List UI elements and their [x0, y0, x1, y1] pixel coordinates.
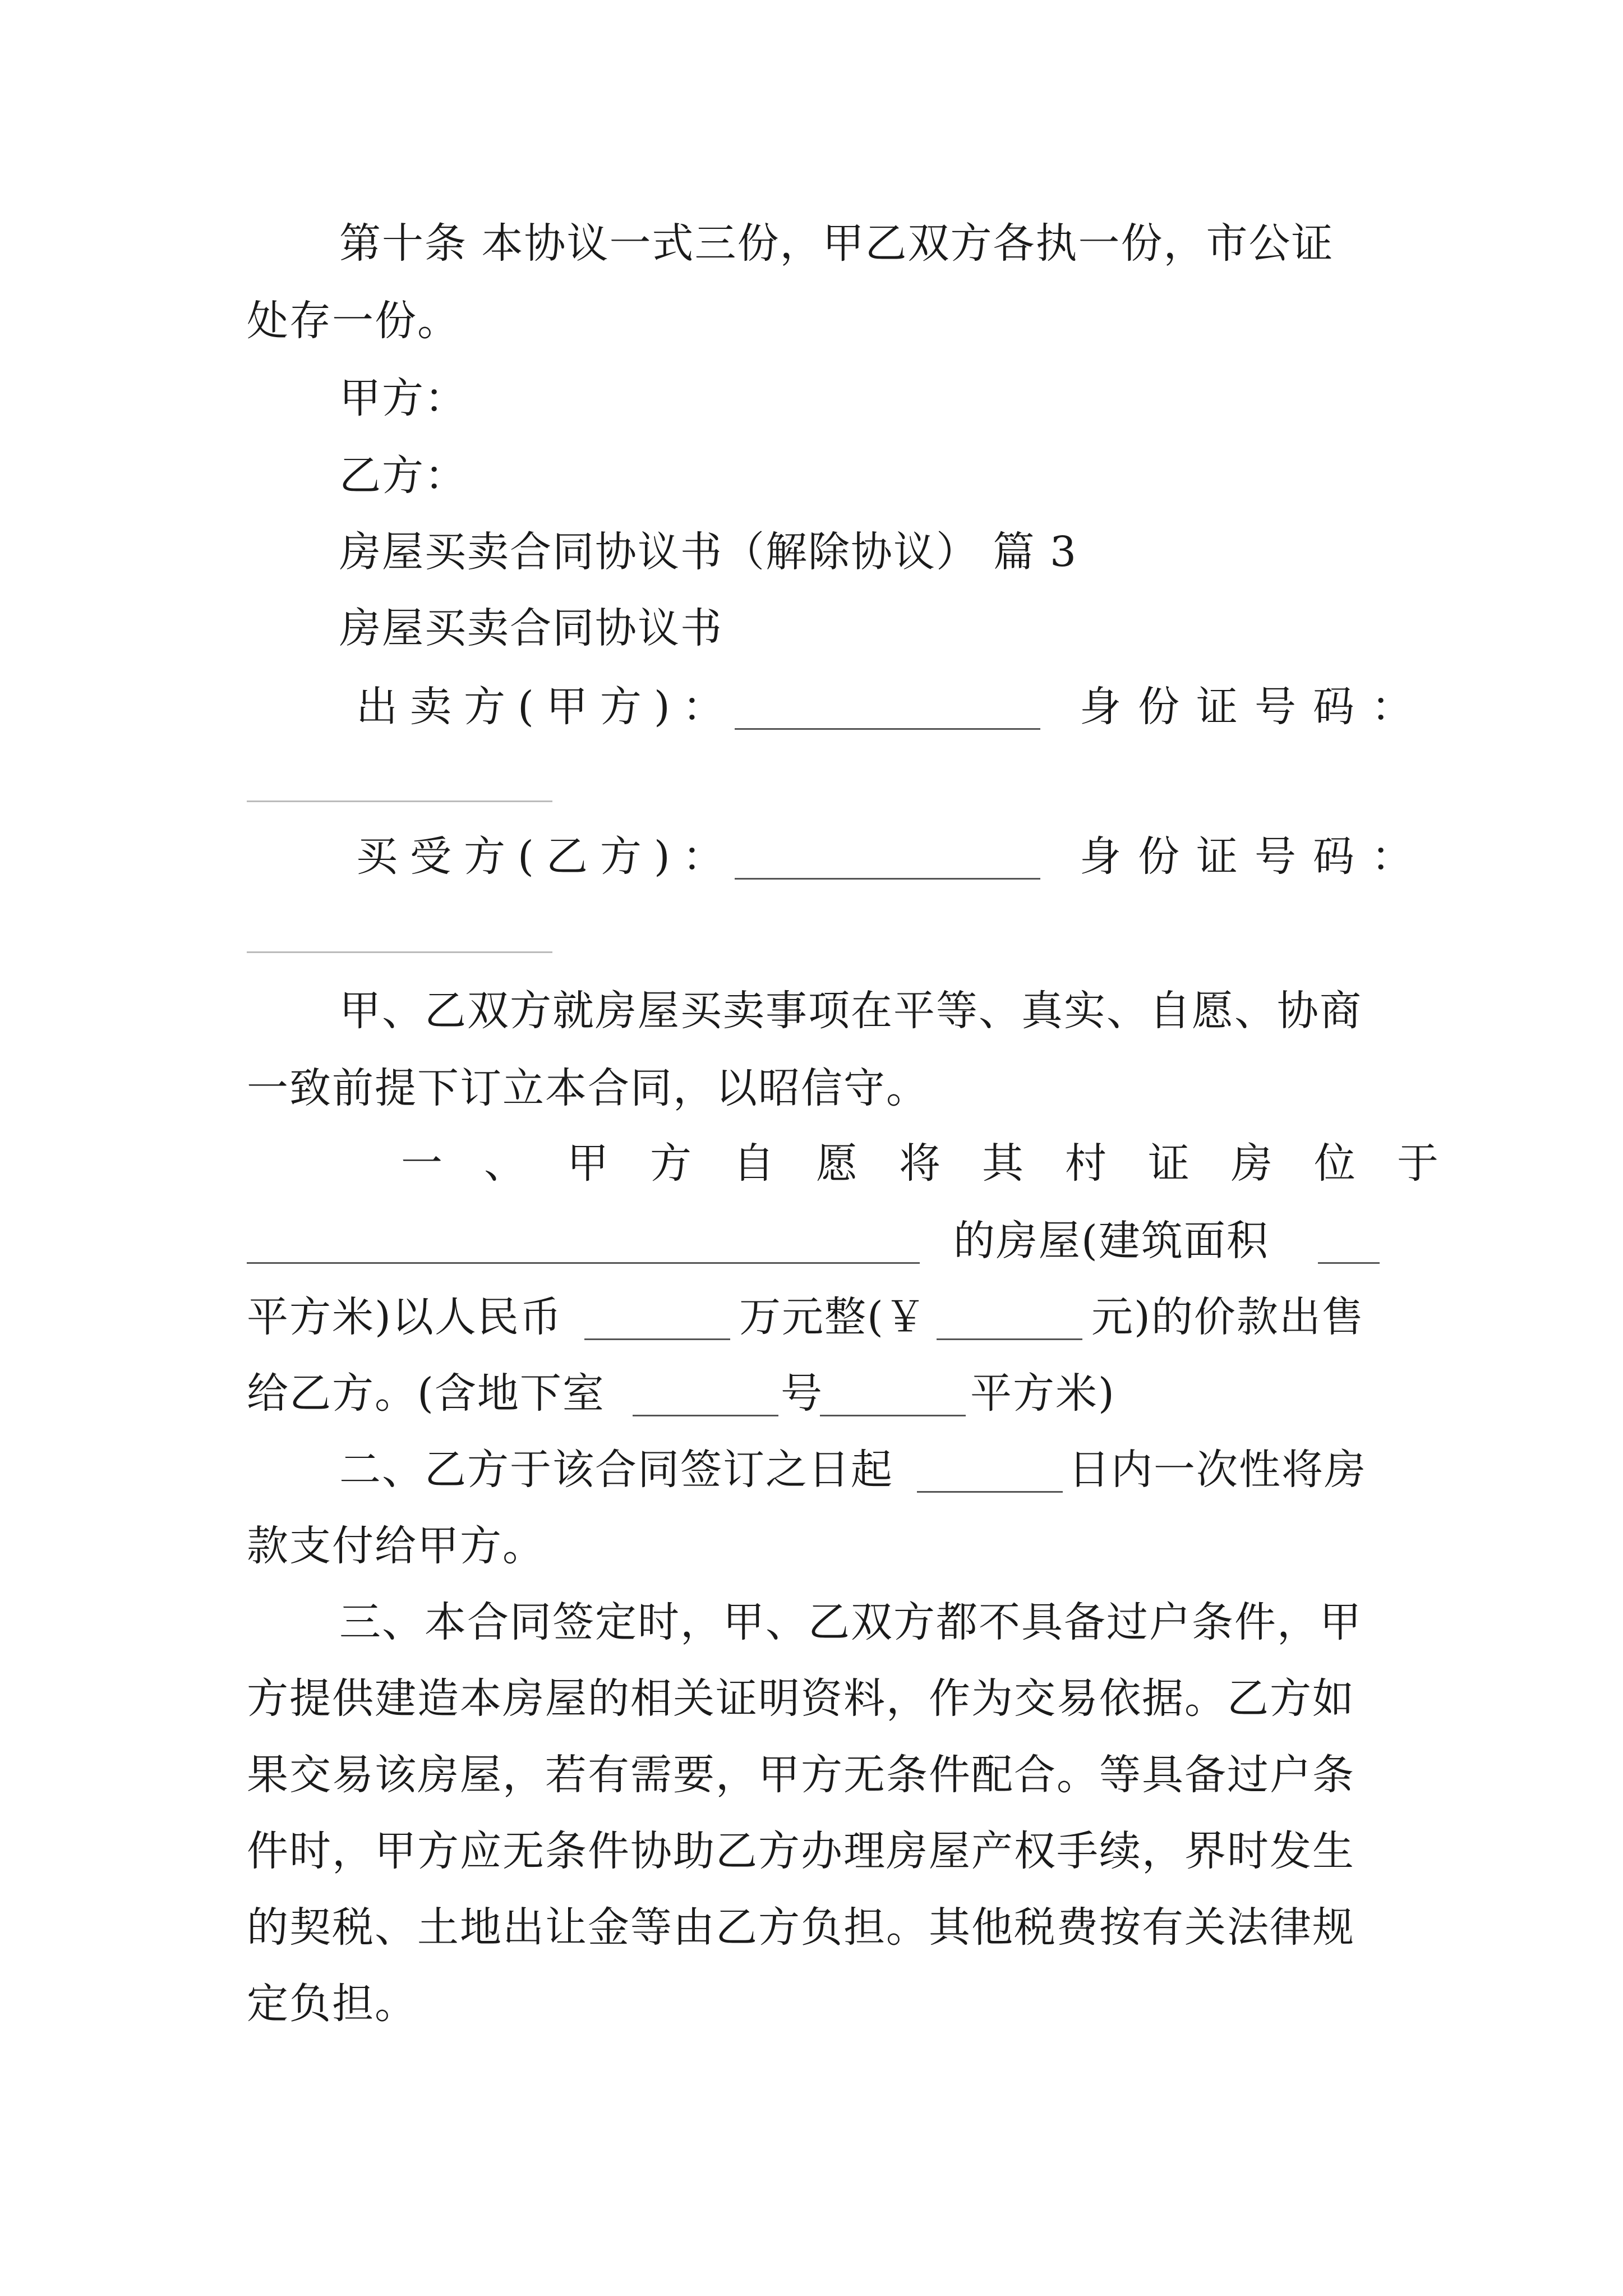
clause-one-line-3b: 万元整(￥: [739, 1293, 927, 1341]
seller-label: 出卖方(甲方)：: [356, 683, 736, 731]
clause-three-line-5: 的契税、土地出让金等由乙方负担。其他税费按有关法律规: [247, 1903, 1355, 1952]
clause-one-line-3c: 元)的价款出售: [1091, 1293, 1364, 1341]
clause-one-line-1: 一、甲方自愿将其村证房位于: [401, 1139, 1480, 1188]
seller-name-blank: [735, 728, 1040, 730]
basement-area-blank: [820, 1415, 966, 1416]
clause-three-line-6: 定负担。: [247, 1980, 417, 2028]
price-figures-blank: [937, 1338, 1082, 1340]
clause-three-line-4: 件时，甲方应无条件协助乙方办理房屋产权手续，界时发生: [247, 1827, 1355, 1875]
clause-three-line-3: 果交易该房屋，若有需要，甲方无条件配合。等具备过户条: [247, 1751, 1355, 1799]
clause-two-line-1a: 二、乙方于该合同签订之日起: [339, 1446, 893, 1494]
floor-area-blank: [1318, 1262, 1380, 1264]
buyer-id-blank: [247, 951, 552, 953]
buyer-id-label: 身份证号码：: [1080, 832, 1430, 881]
seller-id-label: 身份证号码：: [1080, 683, 1430, 731]
clause-one-line-4c: 平方米): [970, 1369, 1115, 1418]
property-location-blank: [247, 1262, 920, 1264]
payment-days-blank: [917, 1491, 1063, 1493]
clause-one-line-2: 的房屋(建筑面积: [953, 1217, 1269, 1265]
article-ten-line-1: 第十条 本协议一式三份，甲乙双方各执一份，市公证: [339, 219, 1334, 268]
clause-three-line-2: 方提供建造本房屋的相关证明资料，作为交易依据。乙方如: [247, 1674, 1355, 1723]
clause-two-line-2: 款支付给甲方。: [247, 1522, 545, 1570]
clause-three-line-1: 三、本合同签定时，甲、乙双方都不具备过户条件，甲: [339, 1598, 1362, 1646]
clause-two-line-1b: 日内一次性将房: [1068, 1446, 1367, 1494]
preamble-line-2: 一致前提下订立本合同，以昭信守。: [247, 1064, 929, 1112]
party-a-label: 甲方：: [339, 374, 467, 422]
seller-id-blank: [247, 800, 552, 802]
buyer-name-blank: [735, 878, 1040, 880]
buyer-label: 买受方(乙方)：: [356, 832, 736, 881]
party-b-label: 乙方：: [339, 452, 467, 500]
clause-one-line-3a: 平方米)以人民币: [247, 1293, 562, 1341]
basement-number-blank: [633, 1415, 778, 1416]
preamble-line-1: 甲、乙双方就房屋买卖事项在平等、真实、自愿、协商: [339, 987, 1362, 1035]
price-words-blank: [584, 1338, 730, 1340]
clause-one-line-4a: 给乙方。(含地下室: [247, 1369, 605, 1418]
contract-title: 房屋买卖合同协议书: [339, 604, 723, 652]
article-ten-line-2: 处存一份。: [247, 297, 460, 345]
clause-one-line-4b: 号: [781, 1369, 823, 1418]
section-heading: 房屋买卖合同协议书（解除协议） 篇 3: [339, 528, 1078, 576]
